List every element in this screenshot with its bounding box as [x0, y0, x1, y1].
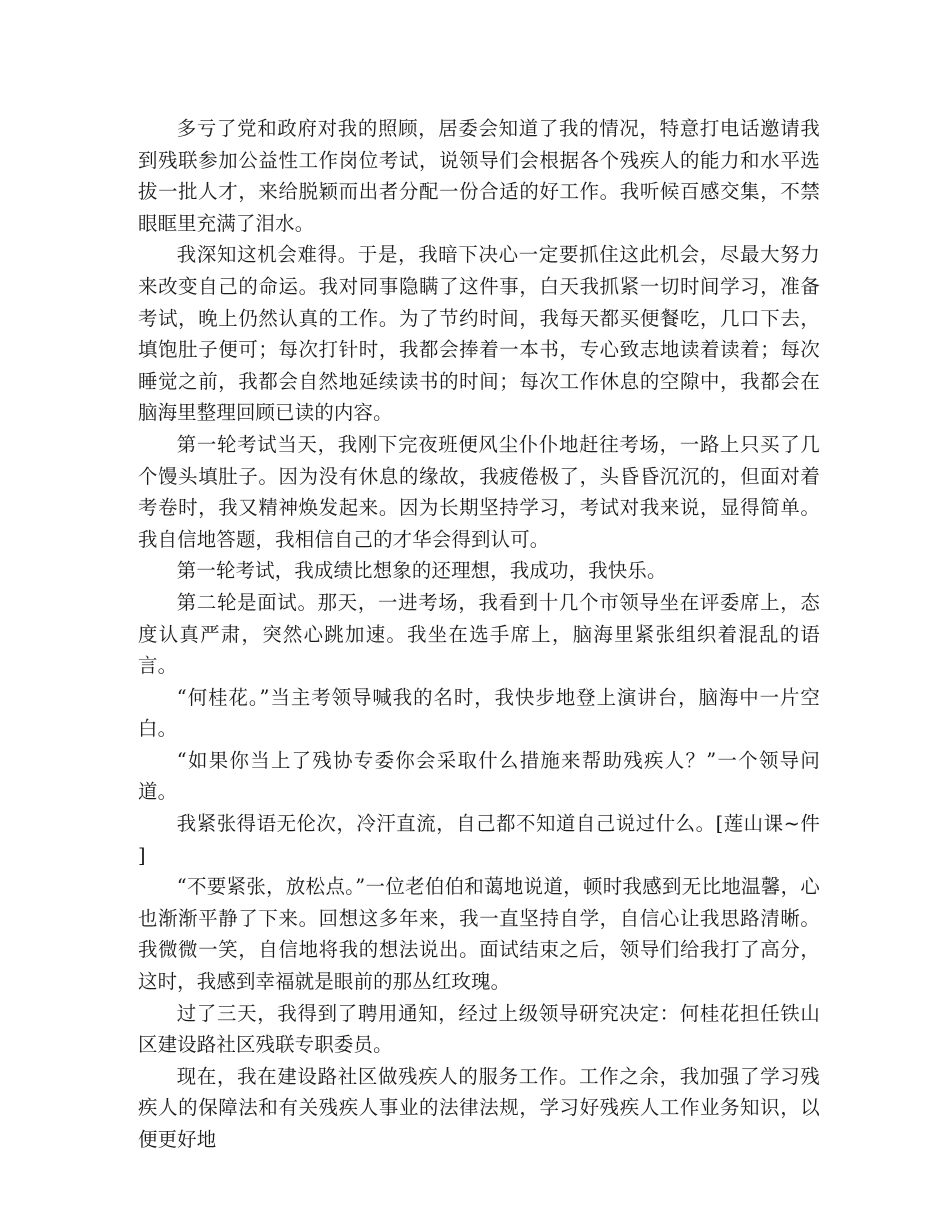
paragraph: 第一轮考试，我成绩比想象的还理想，我成功，我快乐。 — [176, 559, 667, 583]
paragraph: 现在，我在建设路社区做残疾人的服务工作。工作之余，我加强了学习残疾人的保障法和有关残疾人事业的法律法规，学习好残疾人工作业务知识，以便更好地 — [138, 1064, 820, 1151]
document-body — [138, 113, 820, 1156]
paragraph: 多亏了党和政府对我的照顾，居委会知道了我的情况，特意打电话邀请我到残联参加公益性工作岗位考试，说领导们会根据各个残疾人的能力和水平选拔一批人才，来给脱颖而出者分配一份合适的好工作。我听候百感交集，不禁眼眶里充满了泪水。 — [138, 117, 820, 235]
paragraph: 第一轮考试当天，我刚下完夜班便风尘仆仆地赶往考场，一路上只买了几个馒头填肚子。因为没有休息的缘故，我疲倦极了，头昏昏沉沉的，但面对着考卷时，我又精神焕发起来。因为长期坚持学习，考试对我来说，显得简单。我自信地答题，我相信自己的才华会得到认可。 — [138, 432, 820, 551]
paragraph: 我深知这机会难得。于是，我暗下决心一定要抓住这此机会，尽最大努力来改变自己的命运。我对同事隐瞒了这件事，白天我抓紧一切时间学习，准备考试，晚上仍然认真的工作。为了节约时间，我每天都买便餐吃，几口下去，填饱肚子便可；每次打针时，我都会捧着一本书，专心致志地读着读着；每次睡觉之前，我都会自然地延续读书的时间；每次工作休息的空隙中，我都会在脑海里整理回顾已读的内容。 — [138, 243, 820, 425]
paragraph: “如果你当上了残协专委你会采取什么措施来帮助残疾人？”一个领导问道。 — [138, 748, 820, 804]
paragraph: “何桂花。”当主考领导喊我的名时，我快步地登上演讲台，脑海中一片空白。 — [138, 685, 820, 741]
paragraph: 过了三天，我得到了聘用通知，经过上级领导研究决定：何桂花担任铁山区建设路社区残联专职委员。 — [138, 1001, 820, 1057]
paragraph: “不要紧张，放松点。”一位老伯伯和蔼地说道，顿时我感到无比地温馨，心也渐渐平静了下来。回想这多年来，我一直坚持自学，自信心让我思路清晰。我微微一笑，自信地将我的想法说出。面试结束之后，领导们给我打了高分，这时，我感到幸福就是眼前的那丛红玫瑰。 — [138, 875, 820, 994]
paragraph: 我紧张得语无伦次，冷汗直流，自己都不知道自己说过什么。[莲山课~件 ] — [138, 812, 820, 867]
paragraph: 第二轮是面试。那天，一进考场，我看到十几个市领导坐在评委席上，态度认真严肃，突然心跳加速。我坐在选手席上，脑海里紧张组织着混乱的语言。 — [138, 590, 820, 678]
